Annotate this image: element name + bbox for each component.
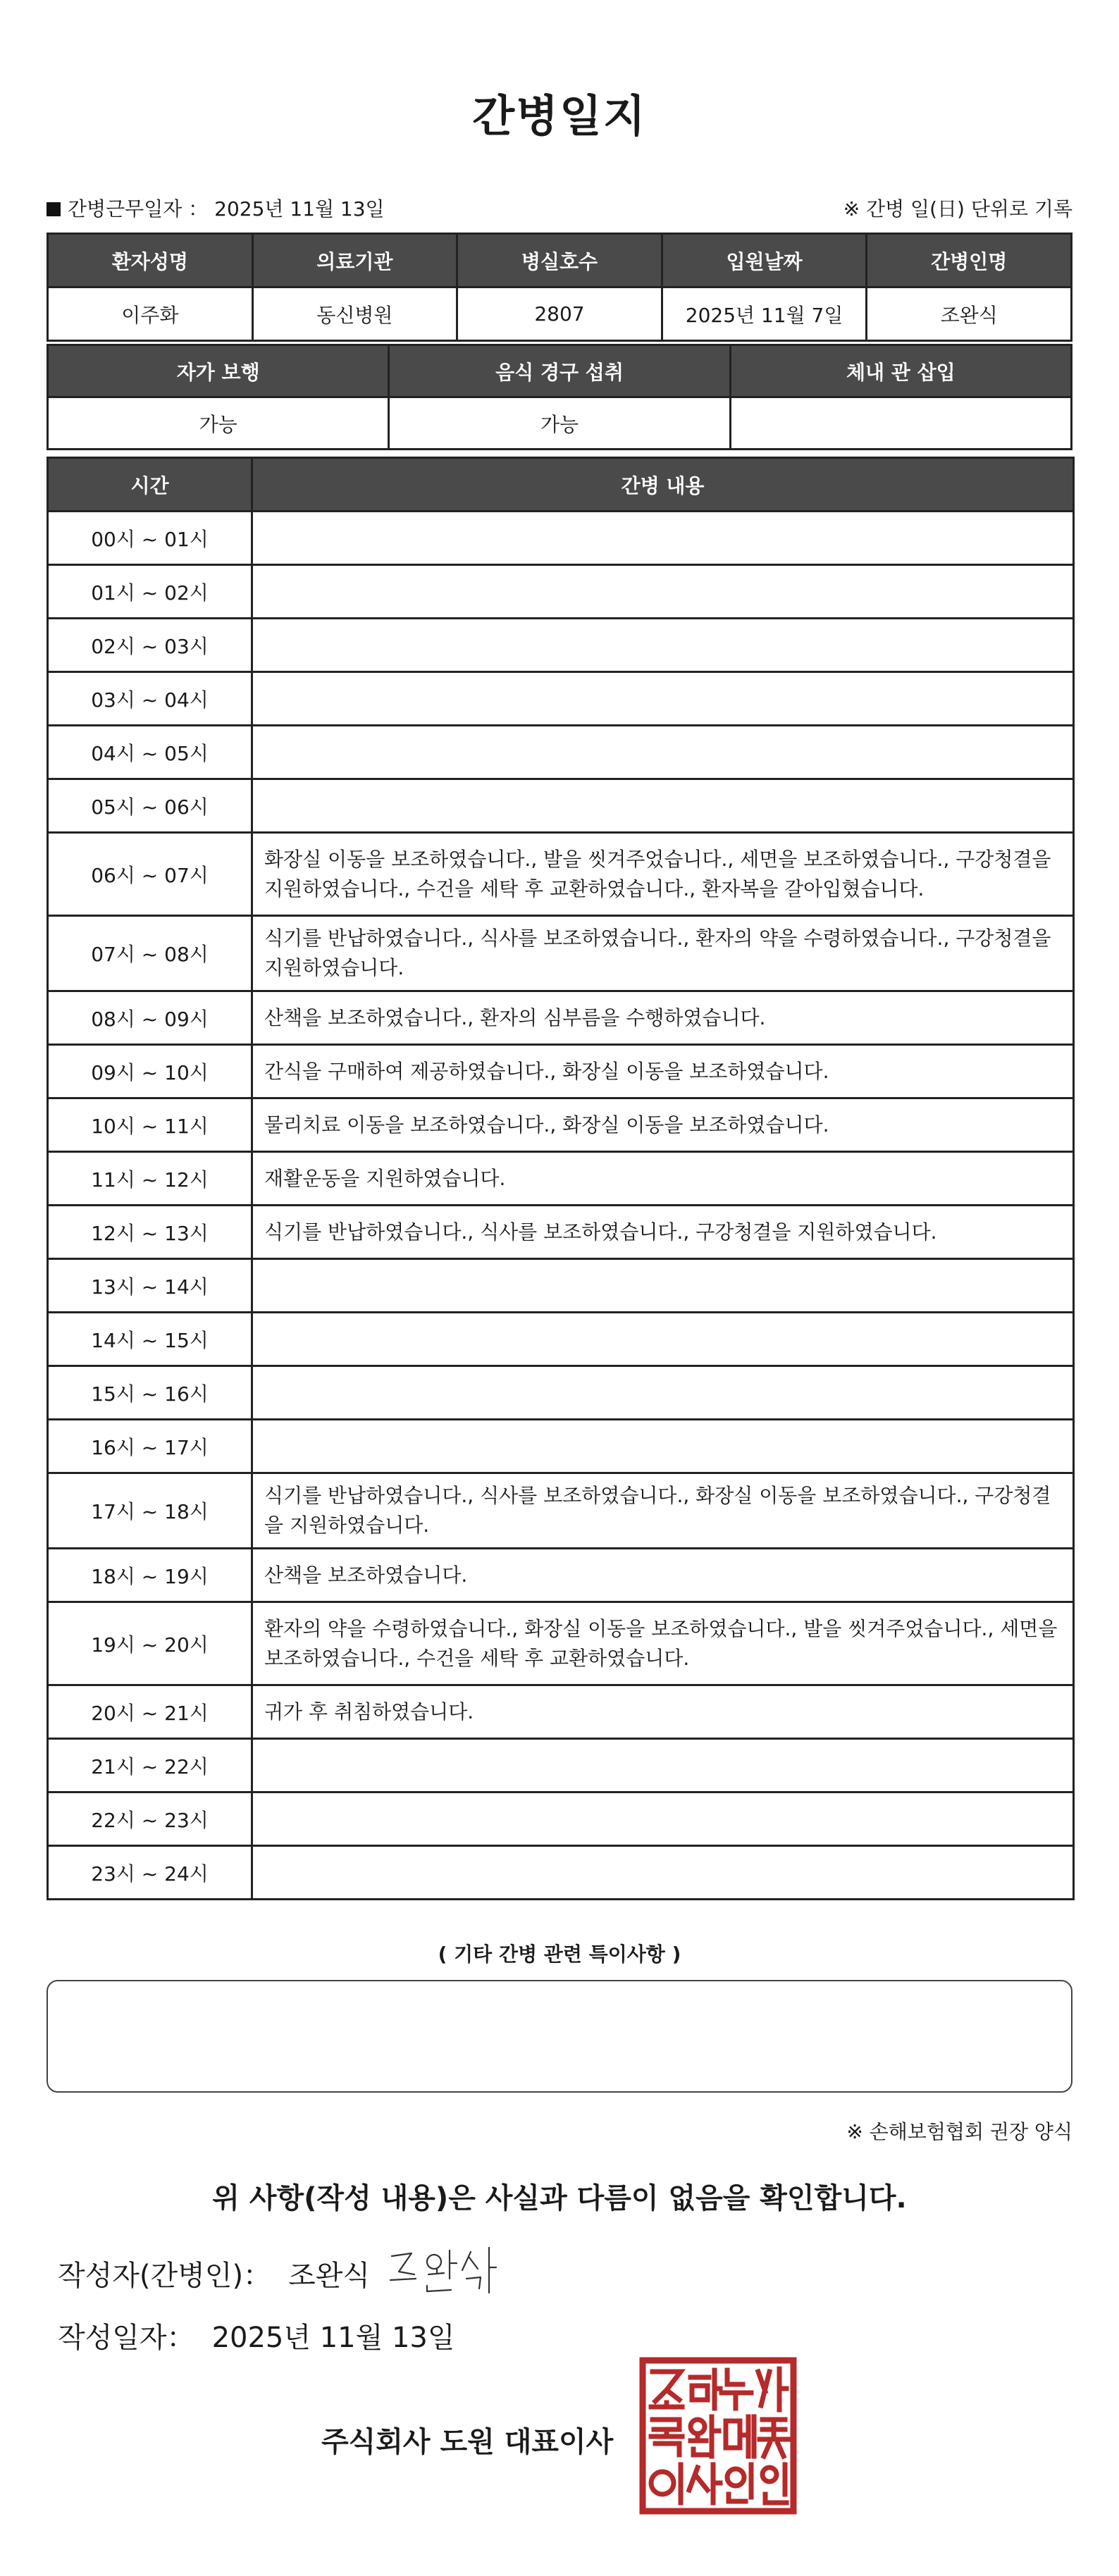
care-log-row (48, 833, 1074, 916)
header-care-content: 간병 내용 (252, 458, 1074, 512)
care-content-cell: 산책을 보조하였습니다. (252, 1549, 1074, 1602)
time-slot-cell: 15시 ~ 16시 (48, 1366, 252, 1420)
care-log-row (48, 916, 1074, 991)
header-admission-date: 입원날짜 (662, 234, 867, 287)
tube-insertion-cell (730, 397, 1071, 450)
patient-status-value-row (48, 397, 1072, 450)
confirmation-statement: 위 사항(작성 내용)은 사실과 다름이 없음을 확인합니다. (212, 2182, 907, 2215)
handwritten-signature (383, 2235, 510, 2298)
oral-intake-cell: 가능 (389, 397, 730, 450)
care-log-row (48, 1473, 1074, 1549)
work-date-label: 간병근무일자 (68, 197, 183, 221)
care-content-cell (252, 1420, 1074, 1473)
care-log-row (48, 726, 1074, 779)
care-log-row (48, 1366, 1074, 1420)
header-patient-name: 환자성명 (48, 234, 253, 287)
patient-status-table (47, 344, 1072, 450)
page-title: 간병일지 (472, 90, 647, 142)
care-content-cell: 식기를 반납하였습니다., 식사를 보조하였습니다., 환자의 약을 수령하였습니다., 구강청결을 지원하였습니다. (252, 916, 1074, 991)
written-date-line (58, 2315, 455, 2355)
care-content-cell (252, 726, 1074, 779)
header-time: 시간 (48, 458, 252, 512)
care-content-cell (252, 1846, 1074, 1900)
care-log-row (48, 1206, 1074, 1259)
time-slot-cell: 23시 ~ 24시 (48, 1846, 252, 1900)
patient-info-table (47, 233, 1072, 342)
written-date-value: 2025년 11월 13일 (211, 2322, 455, 2354)
time-slot-cell: 19시 ~ 20시 (48, 1602, 252, 1685)
care-content-cell: 재활운동을 지원하였습니다. (252, 1152, 1074, 1206)
care-content-cell (252, 1739, 1074, 1792)
header-self-walking: 자가 보행 (48, 345, 389, 397)
care-log-row (48, 1602, 1074, 1685)
time-slot-cell: 10시 ~ 11시 (48, 1098, 252, 1152)
time-slot-cell: 12시 ~ 13시 (48, 1206, 252, 1259)
time-slot-cell: 17시 ~ 18시 (48, 1473, 252, 1549)
record-unit-note: ※ 간병 일(日) 단위로 기록 (843, 197, 1072, 221)
remarks-box (47, 1980, 1072, 2093)
care-log-row (48, 1549, 1074, 1602)
care-log-row (48, 565, 1074, 619)
square-bullet-icon (47, 202, 61, 216)
care-log-row (48, 672, 1074, 726)
patient-info-value-row (48, 287, 1072, 341)
care-log-row (48, 1259, 1074, 1313)
care-log-row (48, 1685, 1074, 1739)
remarks-label: ( 기타 간병 관련 특이사항 ) (438, 1943, 681, 1966)
patient-name-cell: 이주화 (48, 287, 253, 341)
writer-label: 작성자(간병인)： (58, 2260, 272, 2292)
written-date-label: 작성일자： (58, 2322, 195, 2354)
care-content-cell: 식기를 반납하였습니다., 식사를 보조하였습니다., 구강청결을 지원하였습니다. (252, 1206, 1074, 1259)
patient-info-header-row (48, 234, 1072, 287)
header-oral-intake: 음식 경구 섭취 (389, 345, 730, 397)
time-slot-cell: 20시 ~ 21시 (48, 1685, 252, 1739)
time-slot-cell: 13시 ~ 14시 (48, 1259, 252, 1313)
time-slot-cell: 14시 ~ 15시 (48, 1313, 252, 1366)
care-content-cell (252, 619, 1074, 672)
care-content-cell: 귀가 후 취침하였습니다. (252, 1685, 1074, 1739)
self-walking-cell: 가능 (48, 397, 389, 450)
care-log-row (48, 991, 1074, 1045)
writer-line (58, 2253, 370, 2293)
care-log-row (48, 1420, 1074, 1473)
care-content-cell: 식기를 반납하였습니다., 식사를 보조하였습니다., 화장실 이동을 보조하였습니다., 구강청결을 지원하였습니다. (252, 1473, 1074, 1549)
care-log-row (48, 1792, 1074, 1846)
time-slot-cell: 11시 ~ 12시 (48, 1152, 252, 1206)
care-log-row (48, 779, 1074, 833)
time-slot-cell: 09시 ~ 10시 (48, 1045, 252, 1098)
header-caregiver-name: 간병인명 (867, 234, 1072, 287)
care-log-table (47, 457, 1075, 1900)
care-content-cell (252, 1792, 1074, 1846)
time-slot-cell: 22시 ~ 23시 (48, 1792, 252, 1846)
care-log-row (48, 619, 1074, 672)
patient-status-header-row (48, 345, 1072, 397)
time-slot-cell: 07시 ~ 08시 (48, 916, 252, 991)
time-slot-cell: 05시 ~ 06시 (48, 779, 252, 833)
header-hospital: 의료기관 (252, 234, 457, 287)
care-content-cell: 화장실 이동을 보조하였습니다., 발을 씻겨주었습니다., 세면을 보조하였습니다., 구강청결을 지원하였습니다., 수건을 세탁 후 교환하였습니다., 환자복을 갈아입혔습니다. (252, 833, 1074, 916)
writer-name: 조완식 (288, 2260, 370, 2292)
admission-date-cell: 2025년 11월 7일 (662, 287, 867, 341)
time-slot-cell: 16시 ~ 17시 (48, 1420, 252, 1473)
care-log-row (48, 1152, 1074, 1206)
care-log-row (48, 1739, 1074, 1792)
care-content-cell (252, 1366, 1074, 1420)
time-slot-cell: 08시 ~ 09시 (48, 991, 252, 1045)
care-log-row (48, 1098, 1074, 1152)
care-content-cell: 간식을 구매하여 제공하였습니다., 화장실 이동을 보조하였습니다. (252, 1045, 1074, 1098)
company-seal-stamp (638, 2356, 798, 2515)
time-slot-cell: 03시 ~ 04시 (48, 672, 252, 726)
caregiver-name-cell: 조완식 (867, 287, 1072, 341)
hospital-cell: 동신병원 (252, 287, 457, 341)
care-content-cell (252, 565, 1074, 619)
care-log-row (48, 1313, 1074, 1366)
care-log-row (48, 1045, 1074, 1098)
work-date-value: 2025년 11월 13일 (214, 197, 385, 221)
care-content-cell: 산책을 보조하였습니다., 환자의 심부름을 수행하였습니다. (252, 991, 1074, 1045)
care-log-header-row (48, 458, 1074, 512)
time-slot-cell: 02시 ~ 03시 (48, 619, 252, 672)
care-content-cell (252, 779, 1074, 833)
room-cell: 2807 (457, 287, 662, 341)
header-room: 병실호수 (457, 234, 662, 287)
form-note: ※ 손해보험협회 권장 양식 (846, 2120, 1072, 2143)
time-slot-cell: 18시 ~ 19시 (48, 1549, 252, 1602)
time-slot-cell: 21시 ~ 22시 (48, 1739, 252, 1792)
care-content-cell (252, 1313, 1074, 1366)
time-slot-cell: 04시 ~ 05시 (48, 726, 252, 779)
time-slot-cell: 06시 ~ 07시 (48, 833, 252, 916)
time-slot-cell: 00시 ~ 01시 (48, 512, 252, 565)
work-date-separator: ： (188, 197, 209, 221)
care-content-cell: 환자의 약을 수령하였습니다., 화장실 이동을 보조하였습니다., 발을 씻겨주었습니다., 세면을 보조하였습니다., 수건을 세탁 후 교환하였습니다. (252, 1602, 1074, 1685)
company-representative: 주식회사 도원 대표이사 (321, 2426, 614, 2458)
work-date-line (47, 194, 385, 222)
care-content-cell (252, 672, 1074, 726)
care-content-cell: 물리치료 이동을 보조하였습니다., 화장실 이동을 보조하였습니다. (252, 1098, 1074, 1152)
time-slot-cell: 01시 ~ 02시 (48, 565, 252, 619)
care-log-row (48, 512, 1074, 565)
care-content-cell (252, 512, 1074, 565)
header-tube-insertion: 체내 관 삽입 (730, 345, 1071, 397)
care-content-cell (252, 1259, 1074, 1313)
care-log-row (48, 1846, 1074, 1900)
